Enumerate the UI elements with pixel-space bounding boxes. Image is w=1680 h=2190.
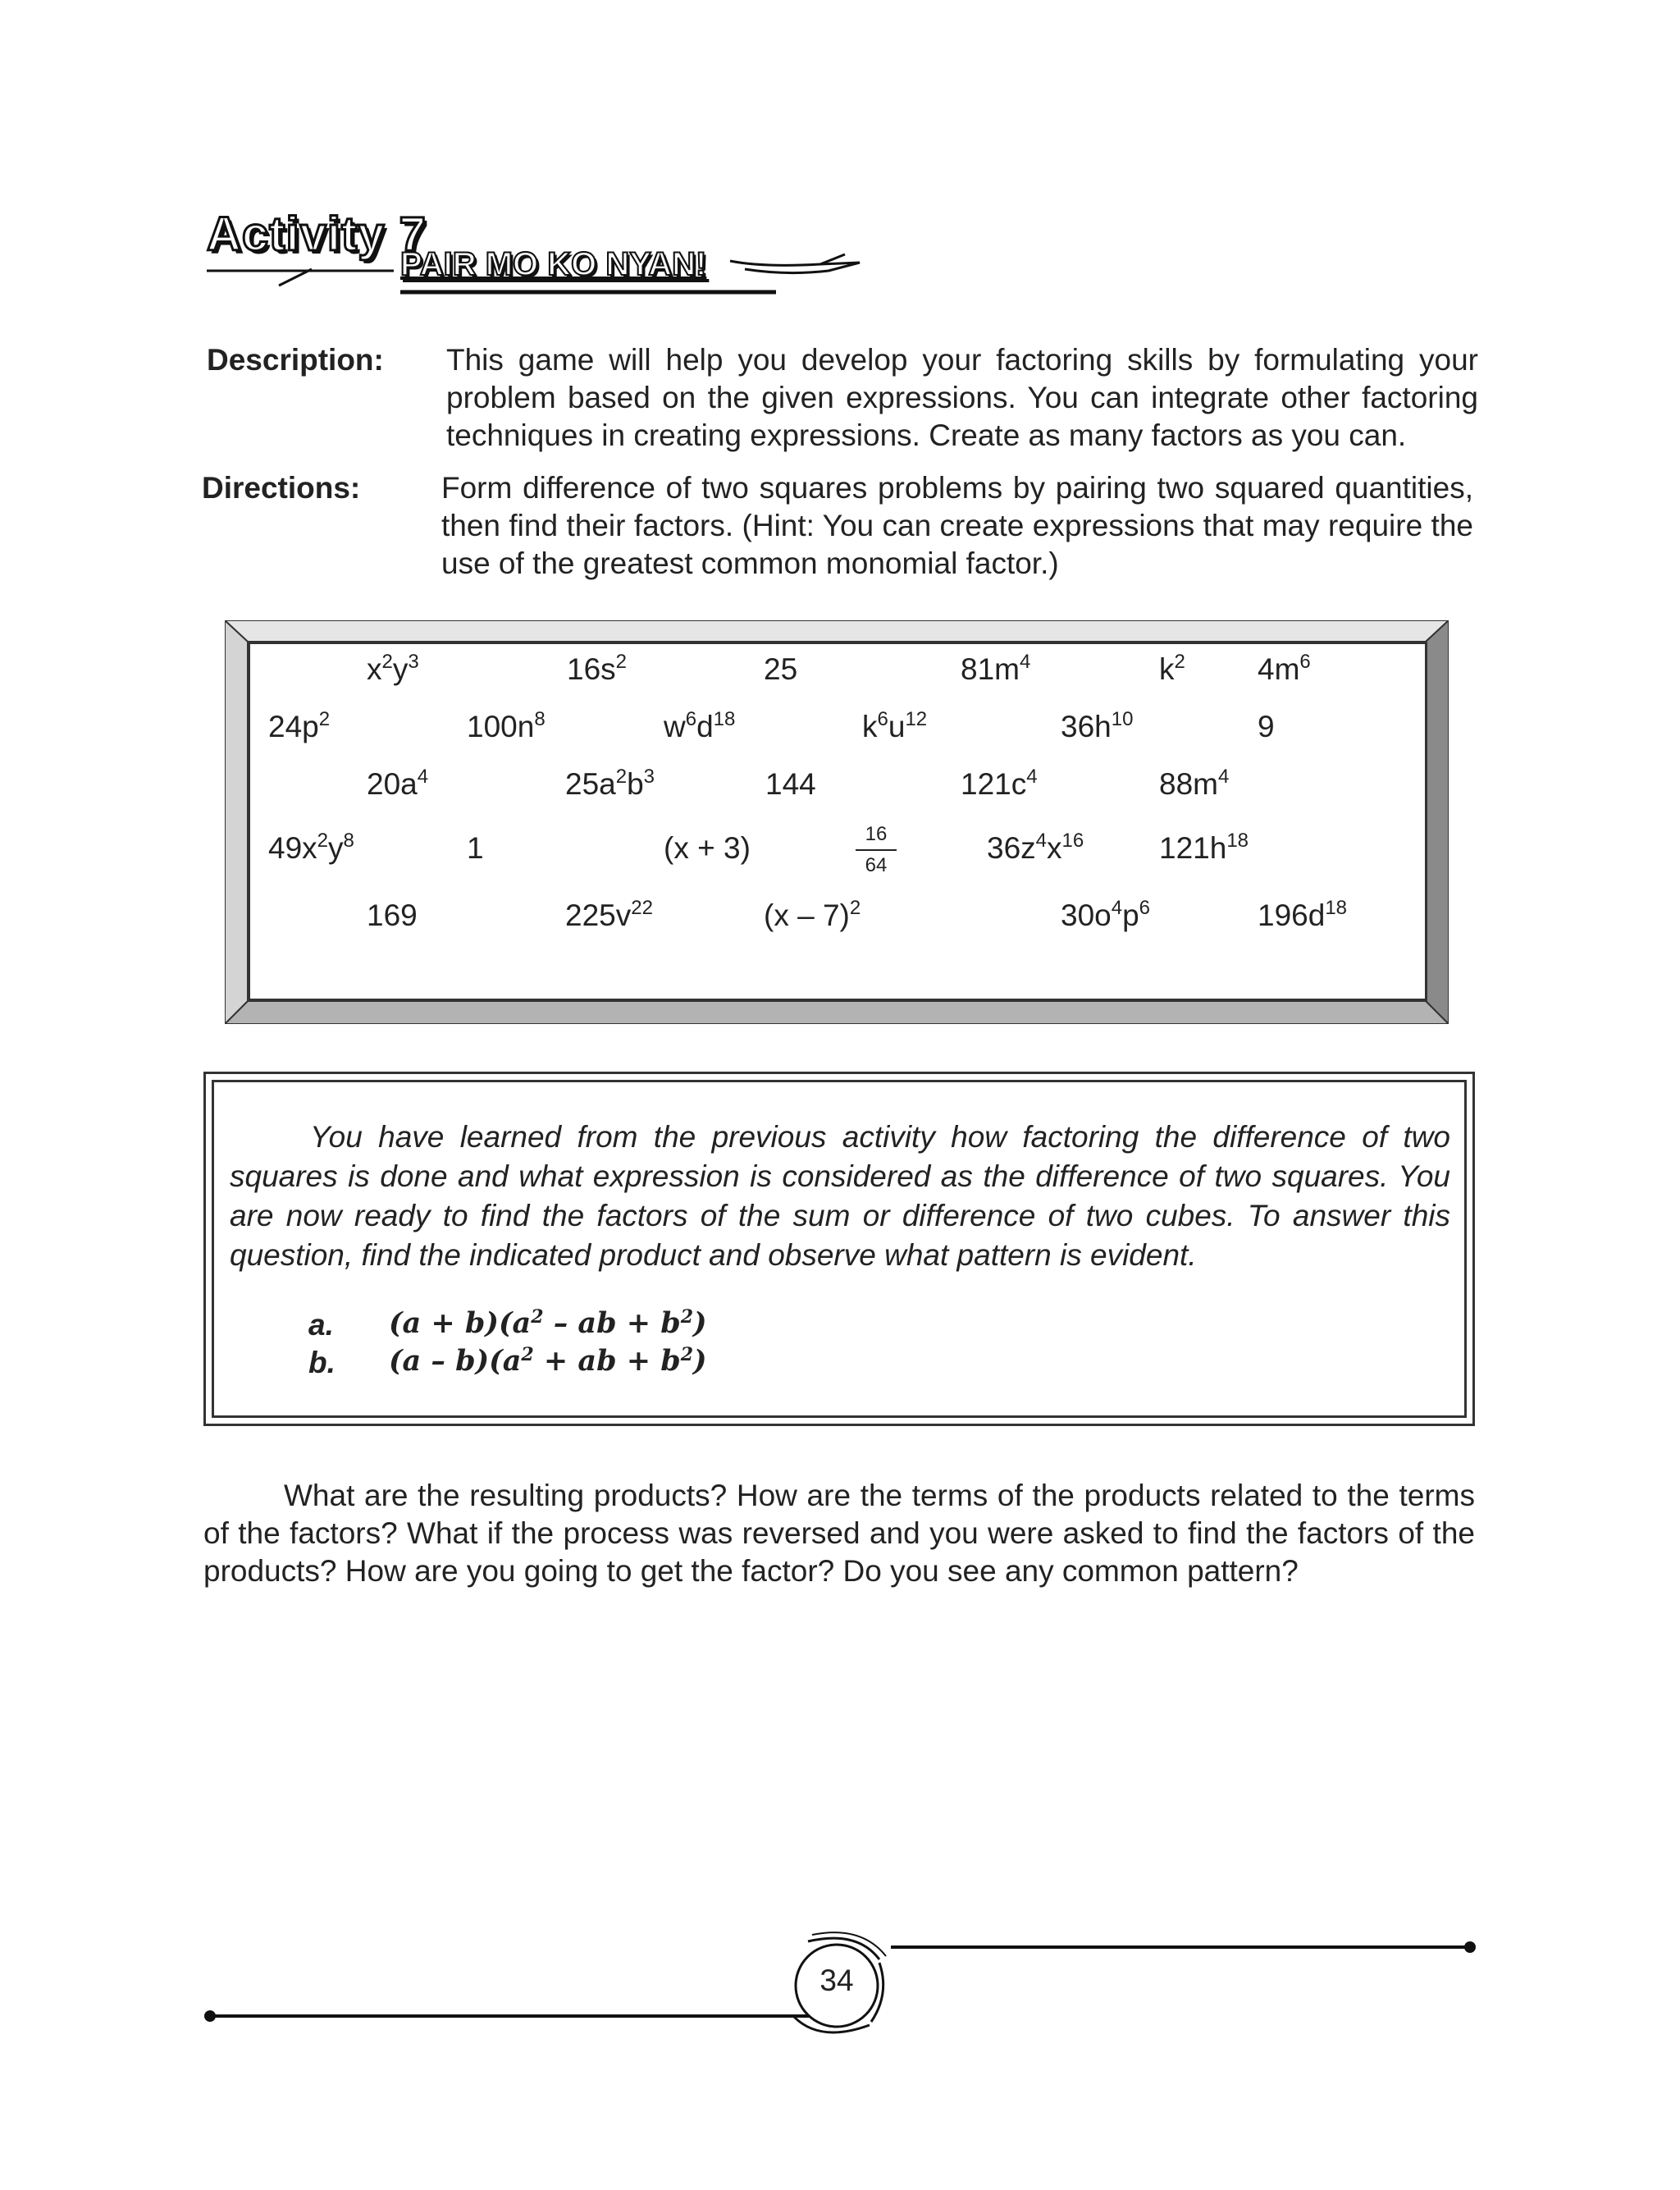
board-term: $w^6d^{18}$ (664, 708, 736, 743)
board-term: 144 (765, 767, 816, 801)
board-term: $121c^4$ (961, 766, 1038, 801)
board-term: $x^2y^3$ (367, 651, 419, 686)
board-term: $49x^2y^8$ (268, 830, 354, 865)
board-term: 1 (467, 831, 484, 865)
board-term: $25a^2b^3$ (565, 766, 655, 801)
board-term: $20a^4$ (367, 766, 429, 801)
activity-subtitle: PAIR MO KO NYAN! (400, 246, 707, 282)
board-term: $30o^4p^6$ (1061, 897, 1151, 932)
item-a-label: a. (308, 1308, 334, 1342)
board-term: $36h^{10}$ (1061, 708, 1134, 743)
closing-paragraph: What are the resulting products? How are the terms of the products related to the terms of the factors? What if the process was reversed and you were asked to find the factors of the products? How are you going to get the factor? Do you see any common pattern? (203, 1479, 1475, 1588)
header-decoration (0, 0, 1680, 345)
board-term: (x – 7)$^2$ (764, 897, 861, 932)
fraction-denominator: 64 (865, 854, 888, 876)
page-number: 34 (819, 1964, 854, 1997)
board-term: $121h^{18}$ (1159, 830, 1249, 865)
fraction-numerator: 16 (865, 823, 888, 845)
item-b-label: b. (308, 1346, 336, 1379)
directions-text: Form difference of two squares problems by pairing two squared quantities, then find their factors. (Hint: You can create expressions that may require the use of the greatest common monomial factor.) (441, 471, 1473, 580)
board-term: 25 (764, 652, 798, 686)
board-term: (x + 3) (664, 831, 751, 865)
board-term: $16s^2$ (567, 651, 628, 686)
expression-board (248, 642, 1427, 1001)
board-term: $36z^4x^{16}$ (987, 830, 1084, 865)
board-term: $225v^{22}$ (565, 897, 653, 932)
board-term: $100n^8$ (467, 708, 546, 743)
board-term: $k^6u^{12}$ (862, 708, 928, 743)
info-box-text: You have learned from the previous activity how factoring the difference of two squares is done and what expression is considered as the difference of two squares. You are now ready to find the factors of the sum or difference of two cubes. To answer this question, find the indicated product and observe what pattern is evident. (230, 1120, 1450, 1272)
activity-title: Activity 7 (207, 208, 427, 261)
fraction (856, 823, 897, 877)
board-term: $88m^4$ (1159, 766, 1230, 801)
board-term: $196d^{18}$ (1258, 897, 1348, 932)
item-a-expression: $(a + b)(a^2$ – ab + $b^2$) (389, 1306, 707, 1340)
board-term: $24p^2$ (268, 708, 331, 743)
board-term: $k^2$ (1159, 651, 1185, 686)
directions-label: Directions: (202, 471, 361, 505)
board-term: $81m^4$ (961, 651, 1031, 686)
description-label: Description: (207, 343, 384, 377)
item-b-expression: $(a - b)(a^2$ + ab + $b^2$) (389, 1344, 707, 1378)
description-text: This game will help you develop your factoring skills by formulating your problem based on the given expressions. You can integrate other factoring techniques in creating expressions. Create as many factors as you can. (446, 343, 1478, 452)
board-term: 169 (367, 898, 418, 932)
board-term: 9 (1258, 710, 1275, 743)
board-term: $4m^6$ (1258, 651, 1311, 686)
